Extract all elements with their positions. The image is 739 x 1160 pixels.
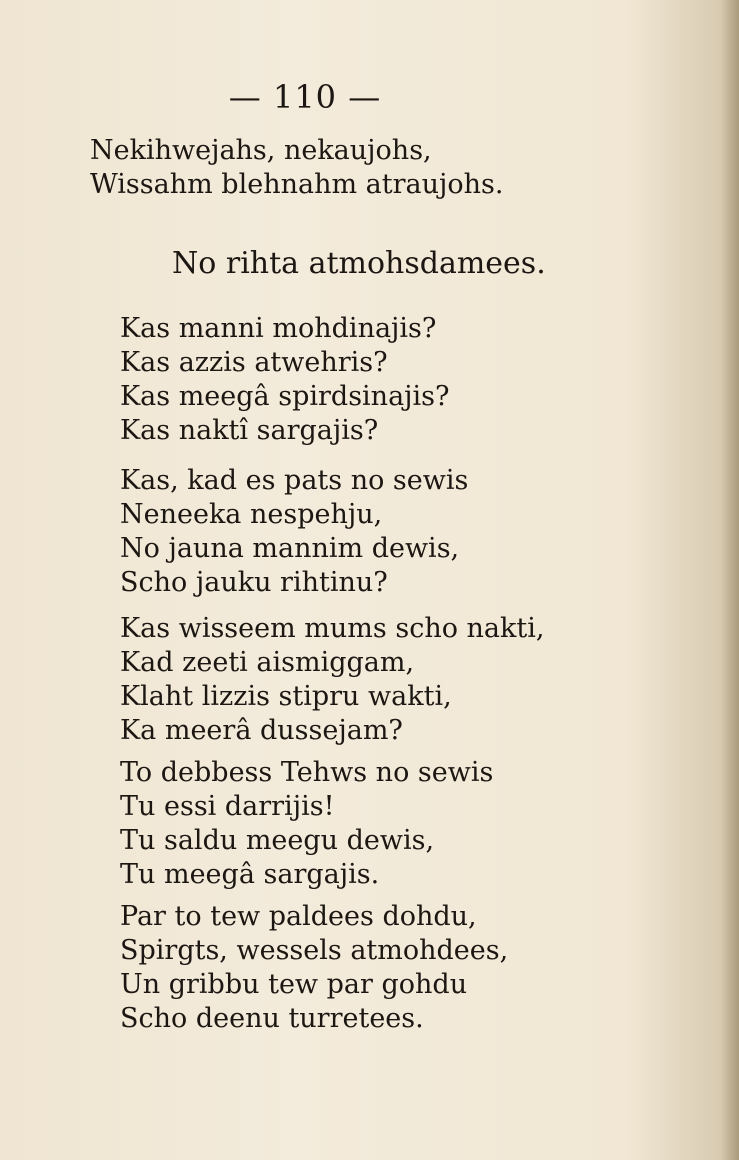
text-line: Tu saldu meegu dewis, bbox=[120, 825, 435, 856]
text-line: Wissahm blehnahm atraujohs. bbox=[90, 169, 504, 200]
text-line: Un gribbu tew par gohdu bbox=[120, 969, 468, 1000]
text-line: Kas wisseem mums scho nakti, bbox=[120, 613, 545, 644]
text-line: Kas naktî sargajis? bbox=[120, 415, 379, 446]
text-line: Par to tew paldees dohdu, bbox=[120, 901, 477, 932]
text-line: Kas manni mohdinajis? bbox=[120, 313, 437, 344]
text-line: Neneeka nespehju, bbox=[120, 499, 383, 530]
text-line: Scho deenu turretees. bbox=[120, 1003, 424, 1034]
text-line: Kas azzis atwehris? bbox=[120, 347, 388, 378]
text-line: Klaht lizzis stipru wakti, bbox=[120, 681, 452, 712]
page-gutter-shadow bbox=[721, 0, 739, 1160]
text-line: Tu essi darrijis! bbox=[120, 791, 335, 822]
text-line: Nekihwejahs, nekaujohs, bbox=[90, 135, 432, 166]
text-line: Kas meegâ spirdsinajis? bbox=[120, 381, 450, 412]
intro-lines bbox=[90, 134, 503, 202]
text-line: Tu meegâ sargajis. bbox=[120, 859, 380, 890]
stanza-5 bbox=[120, 900, 508, 1036]
text-line: No jauna mannim dewis, bbox=[120, 533, 460, 564]
text-line: Kas, kad es pats no sewis bbox=[120, 465, 469, 496]
text-line: To debbess Tehws no sewis bbox=[120, 757, 494, 788]
stanza-2 bbox=[120, 464, 468, 600]
text-line: Kad zeeti aismiggam, bbox=[120, 647, 415, 678]
text-line: Spirgts, wessels atmohdees, bbox=[120, 935, 509, 966]
poem-title: No rihta atmohsdamees. bbox=[172, 246, 546, 281]
text-line: Scho jauku rihtinu? bbox=[120, 567, 388, 598]
stanza-3 bbox=[120, 612, 544, 748]
text-line: Ka meerâ dussejam? bbox=[120, 715, 403, 746]
stanza-4 bbox=[120, 756, 493, 892]
stanza-1 bbox=[120, 312, 450, 448]
page-number: — 110 — bbox=[228, 78, 382, 116]
